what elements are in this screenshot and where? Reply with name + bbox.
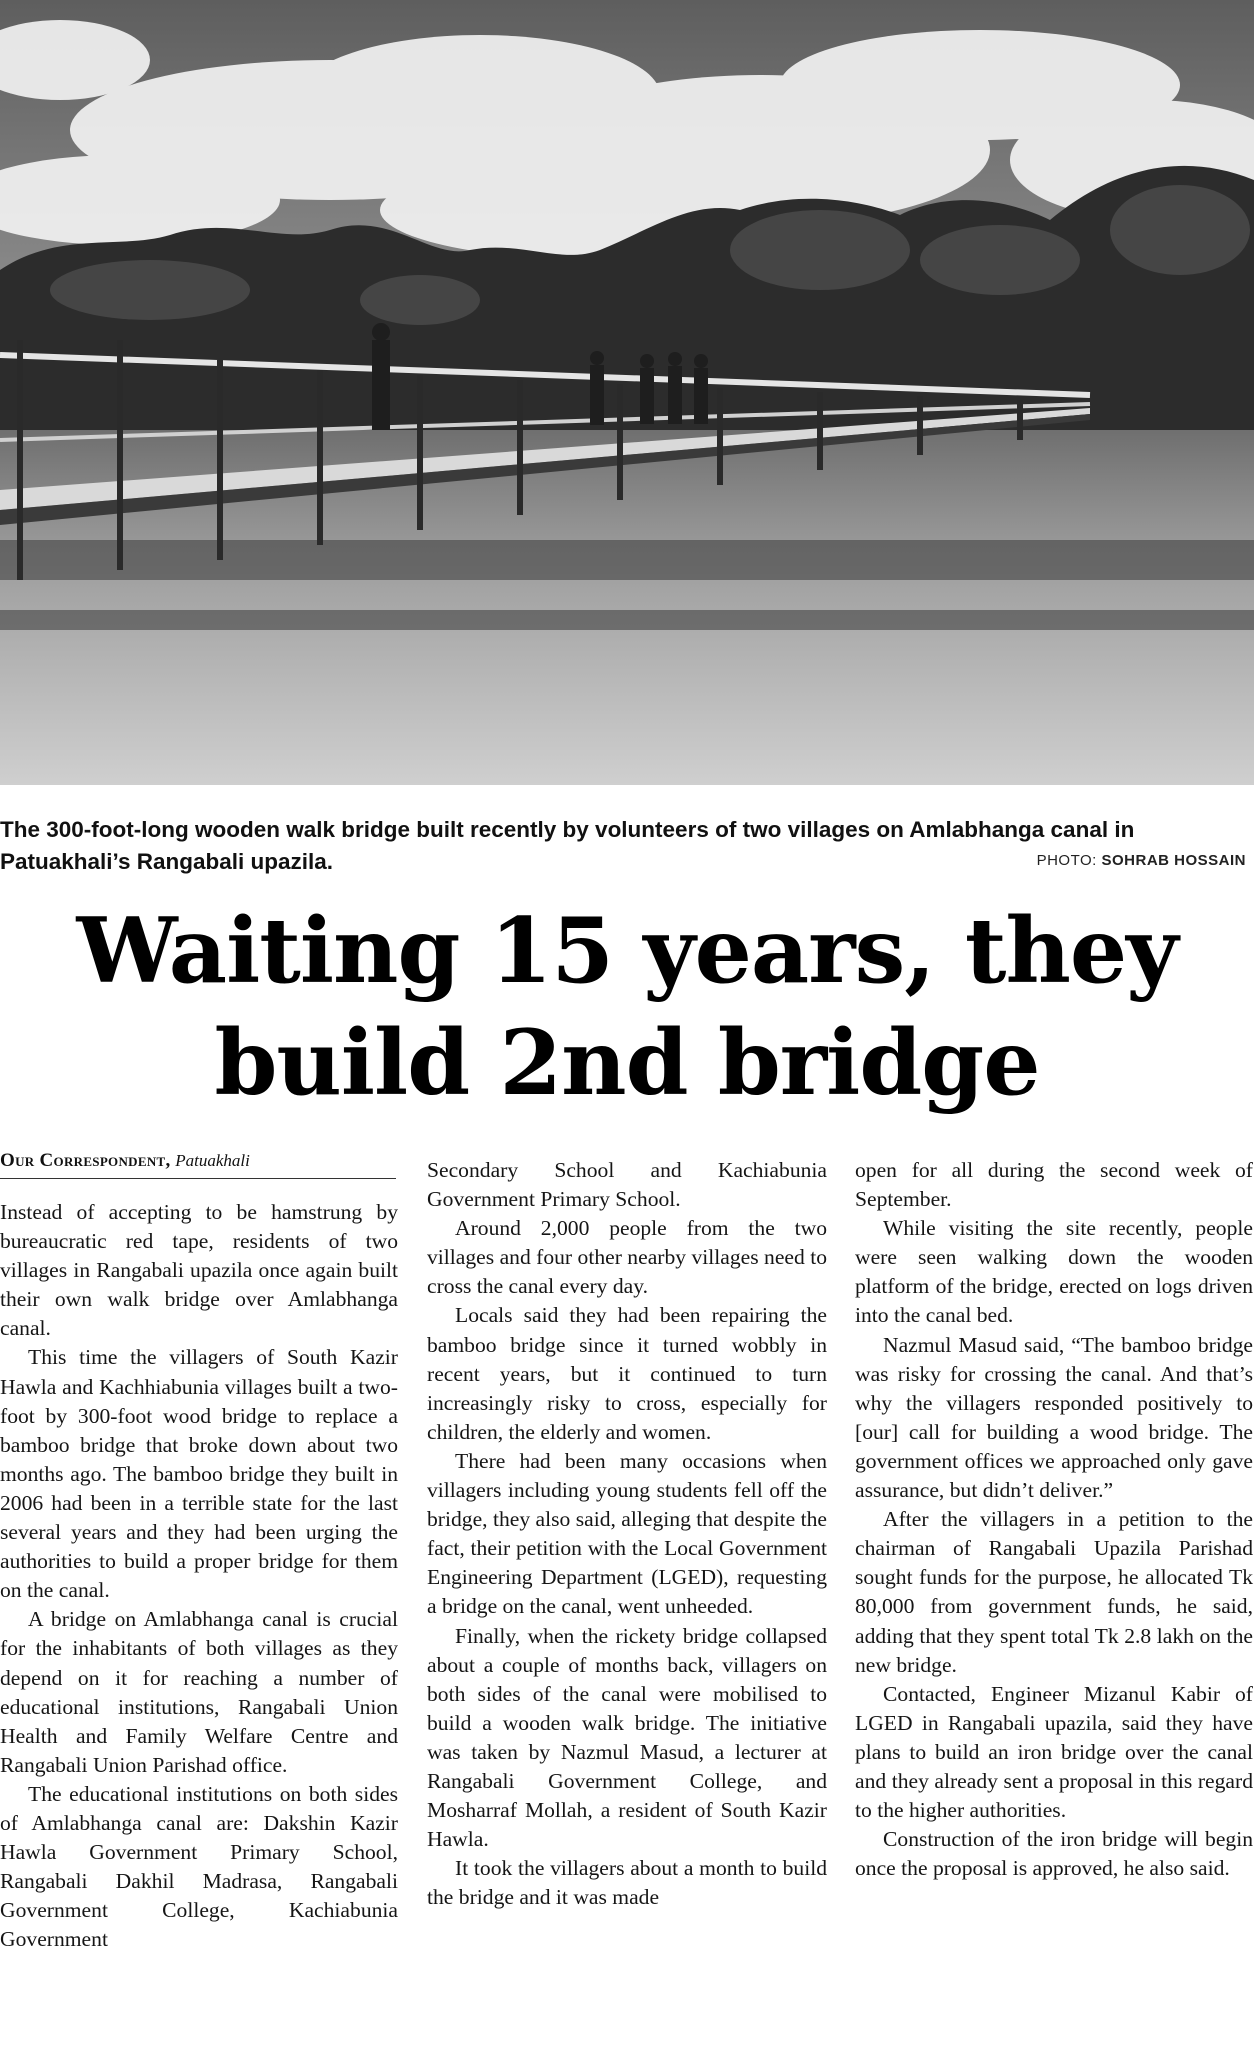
- paragraph: A bridge on Amlabhanga canal is crucial for the inhabitants of both villages as they depend on it for reaching a number of educational institutions, Rangabali Union Health and Family Welfare Centre and Rangabali Union Parishad office.: [0, 1607, 398, 1777]
- paragraph: The educational institutions on both sides of Amlabhanga canal are: Dakshin Kazir Hawla Government Primary School, Rangabali Dakhil Madrasa, Rangabali Government College, Kachiabunia Government: [0, 1781, 398, 1952]
- paragraph: After the villagers in a petition to the chairman of Rangabali Upazila Parishad sought funds for the purpose, he allocated Tk 80,000 from government funds, he said, adding that they spent total Tk 2.8 lakh on the new bridge.: [855, 1507, 1253, 1677]
- paragraph: Contacted, Engineer Mizanul Kabir of LGED in Rangabali upazila, said they have plans to build an iron bridge over the canal and they already sent a proposal in this regard to the higher authorities.: [855, 1681, 1253, 1823]
- paragraph: Instead of accepting to be hamstrung by bureaucratic red tape, residents of two villages in Rangabali upazila once again built their own walk bridge over Amlabhanga canal.: [0, 1200, 398, 1341]
- paragraph: Locals said they had been repairing the bamboo bridge since it turned wobbly in recent years, but it continued to turn increasingly risky to cross, especially for children, the elderly and women.: [427, 1303, 827, 1444]
- photo-credit: [1037, 852, 1246, 869]
- headline-line-2: build 2nd bridge: [214, 1010, 1040, 1116]
- paragraph: Nazmul Masud said, “The bamboo bridge was risky for crossing the canal. And that’s why the villagers responded positively to [our] call for building a wood bridge. The government offices we approached only gave assurance, but didn’t deliver.”: [855, 1332, 1253, 1503]
- paragraph: open for all during the second week of September.: [855, 1158, 1253, 1212]
- photo-credit-name: SOHRAB HOSSAIN: [1101, 852, 1246, 869]
- article-column-3: [855, 1156, 1253, 1883]
- headline-line-1: Waiting 15 years, they: [76, 898, 1178, 1004]
- article-column-2: [427, 1156, 827, 1912]
- news-photo: [0, 0, 1254, 785]
- paragraph: There had been many occasions when villagers including young students fell off the bridge, they also said, alleging that despite the fact, their petition with the Local Government Engineering Department (LGED), requesting a bridge on the canal, went unheeded.: [427, 1448, 827, 1619]
- paragraph: While visiting the site recently, people were seen walking down the wooden platform of the bridge, erected on logs driven into the canal bed.: [855, 1216, 1253, 1328]
- paragraph: It took the villagers about a month to build the bridge and it was made: [427, 1856, 827, 1910]
- article-column-1: [0, 1198, 398, 1954]
- bridge-photo-illustration: [0, 0, 1254, 785]
- byline-location: Patuakhali: [175, 1151, 250, 1170]
- photo-caption-text: The 300-foot-long wooden walk bridge built recently by volunteers of two villages on Amlabhanga canal in Patuakhali’s Rangabali upazila.: [0, 817, 1135, 874]
- paragraph: Around 2,000 people from the two villages and four other nearby villages need to cross the canal every day.: [427, 1216, 827, 1299]
- paragraph: Finally, when the rickety bridge collapsed about a couple of months back, villagers on both sides of the canal were mobilised to build a wooden walk bridge. The initiative was taken by Nazmul Masud, a lecturer at Rangabali Government College, and Mosharraf Mollah, a resident of South Kazir Hawla.: [427, 1623, 827, 1852]
- byline-author: Our Correspondent,: [0, 1150, 171, 1171]
- photo-credit-label: PHOTO:: [1036, 852, 1097, 869]
- byline: [0, 1150, 396, 1179]
- paragraph: This time the villagers of South Kazir Hawla and Kachhiabunia villages built a two-foot by 300-foot wood bridge to replace a bamboo bridge that broke down about two months ago. The bamboo bridge they built in 2006 had been in a terrible state for the last several years and they had been urging the authorities to build a proper bridge for them on the canal.: [0, 1345, 398, 1603]
- paragraph: Construction of the iron bridge will begin once the proposal is approved, he also said.: [855, 1827, 1253, 1881]
- headline: [0, 895, 1254, 1119]
- paragraph: Secondary School and Kachiabunia Government Primary School.: [427, 1158, 827, 1212]
